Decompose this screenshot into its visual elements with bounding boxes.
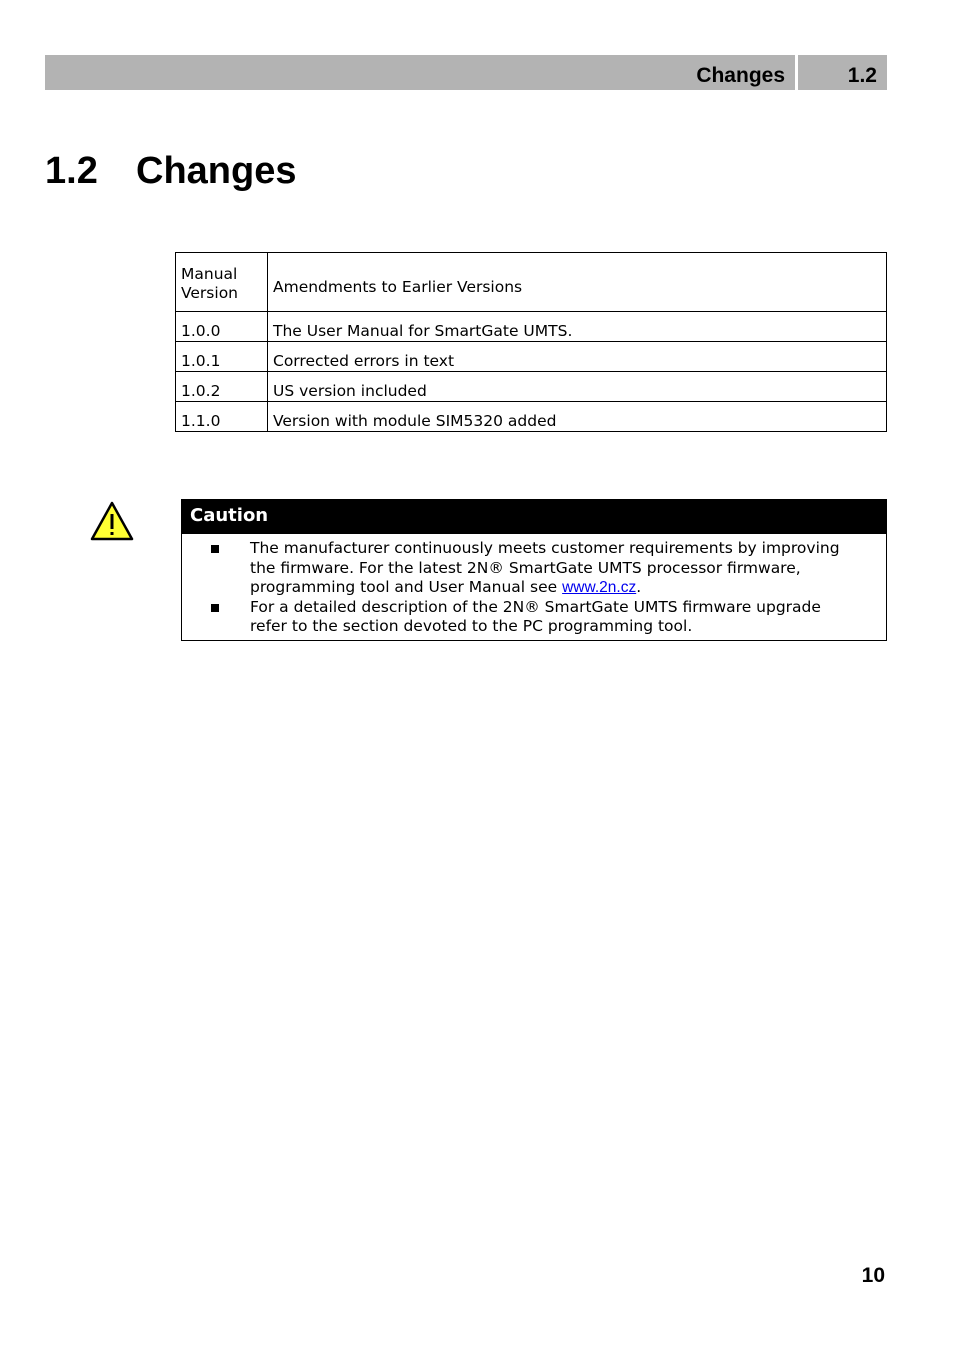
changes-table (175, 252, 887, 432)
table-cell-version: 1.1.0 (176, 402, 268, 432)
table-header-version: Manual Version (176, 253, 268, 312)
bullet-square-icon (211, 604, 219, 612)
header-section-number: 1.2 (798, 55, 887, 90)
section-title: Changes (136, 150, 297, 192)
table-row (176, 312, 887, 342)
table-cell-amendment: Corrected errors in text (268, 342, 887, 372)
table-cell-amendment: US version included (268, 372, 887, 402)
caution-box (181, 499, 887, 641)
warning-triangle-icon (90, 501, 134, 541)
bullet-square-icon (211, 545, 219, 553)
table-cell-version: 1.0.2 (176, 372, 268, 402)
table-cell-version: 1.0.1 (176, 342, 268, 372)
caution-title: Caution (182, 500, 886, 534)
list-item: The manufacturer continuously meets customer requirements by improving the firmware. For the latest 2N® SmartGate UMTS processor firmware, programming tool and User Manual see www.2n.cz. (182, 539, 886, 598)
table-cell-version: 1.0.0 (176, 312, 268, 342)
table-cell-amendment: Version with module SIM5320 added (268, 402, 887, 432)
caution-body (182, 534, 886, 640)
section-number: 1.2 (45, 150, 98, 192)
page-number: 10 (861, 1264, 885, 1287)
table-header-amendments: Amendments to Earlier Versions (268, 253, 887, 312)
table-header-row (176, 253, 887, 312)
list-item: For a detailed description of the 2N® SmartGate UMTS firmware upgrade refer to the section devoted to the PC programming tool. (182, 598, 886, 637)
header-title: Changes (45, 55, 795, 90)
table-row (176, 402, 887, 432)
table-cell-amendment: The User Manual for SmartGate UMTS. (268, 312, 887, 342)
table-row (176, 372, 887, 402)
table-row (176, 342, 887, 372)
page-header (45, 55, 887, 90)
website-link[interactable]: www.2n.cz (562, 579, 637, 597)
section-heading (45, 146, 296, 196)
